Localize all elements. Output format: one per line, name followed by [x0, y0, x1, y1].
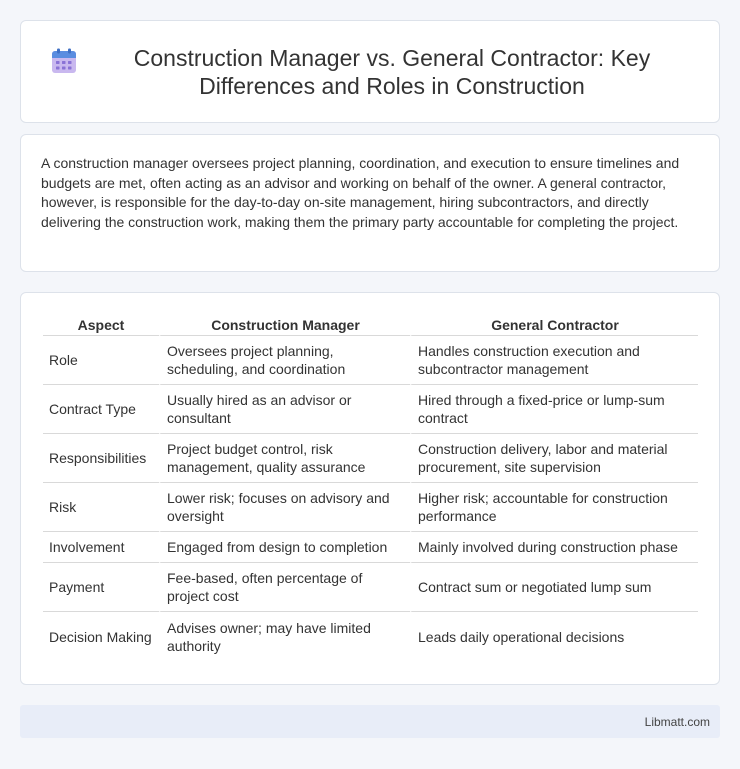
intro-card: [20, 134, 720, 272]
table-row: [43, 612, 698, 661]
row-aspect: Role: [43, 336, 159, 385]
row-construction-manager: Usually hired as an advisor or consultant: [159, 385, 410, 434]
row-construction-manager: Engaged from design to completion: [159, 532, 410, 563]
row-general-contractor: Handles construction execution and subcontractor management: [410, 336, 698, 385]
table-row: [43, 336, 698, 385]
title-wrap: [21, 44, 719, 100]
row-general-contractor: Leads daily operational decisions: [410, 612, 698, 661]
row-construction-manager: Advises owner; may have limited authority: [159, 612, 410, 661]
header-general-contractor: General Contractor: [410, 314, 698, 336]
title-card: [20, 20, 720, 123]
table-row: [43, 532, 698, 563]
header-construction-manager: Construction Manager: [159, 314, 410, 336]
table-row: [43, 563, 698, 612]
row-general-contractor: Higher risk; accountable for construction performance: [410, 483, 698, 532]
footer-bar: [20, 705, 720, 738]
comparison-table: [43, 314, 698, 661]
calendar-icon: [51, 48, 77, 74]
row-aspect: Decision Making: [49, 628, 152, 645]
comparison-card: [20, 292, 720, 685]
row-general-contractor: Construction delivery, labor and material procurement, site supervision: [410, 434, 698, 483]
table-row: [43, 483, 698, 532]
intro-paragraph: A construction manager oversees project planning, coordination, and execution to ensure timelines and budgets are met, often acting as an advisor and working on behalf of the owner. A general contractor, however, is responsible for the day-to-day on-site management, hiring subcontractors, and directly delivering the construction work, making them the primary party accountable for completing the project.: [41, 155, 680, 230]
table-row: [43, 385, 698, 434]
row-aspect: Contract Type: [43, 385, 159, 434]
header-aspect: Aspect: [43, 314, 159, 336]
page-title: Construction Manager vs. General Contractor: Key Differences and Roles in Construction: [133, 44, 651, 99]
table-header-row: [43, 314, 698, 336]
row-general-contractor: Contract sum or negotiated lump sum: [410, 563, 698, 612]
row-construction-manager: Project budget control, risk management, quality assurance: [159, 434, 410, 483]
row-general-contractor: Mainly involved during construction phase: [410, 532, 698, 563]
row-construction-manager: Oversees project planning, scheduling, and coordination: [159, 336, 410, 385]
footer-site-link[interactable]: Libmatt.com: [644, 714, 710, 729]
row-aspect: Involvement: [43, 532, 159, 563]
row-general-contractor: Hired through a fixed-price or lump-sum contract: [410, 385, 698, 434]
row-construction-manager: Lower risk; focuses on advisory and oversight: [159, 483, 410, 532]
row-aspect: Risk: [43, 483, 159, 532]
row-aspect: Payment: [43, 563, 159, 612]
row-aspect: Responsibilities: [43, 434, 159, 483]
row-construction-manager: Fee-based, often percentage of project cost: [159, 563, 410, 612]
table-row: [43, 434, 698, 483]
